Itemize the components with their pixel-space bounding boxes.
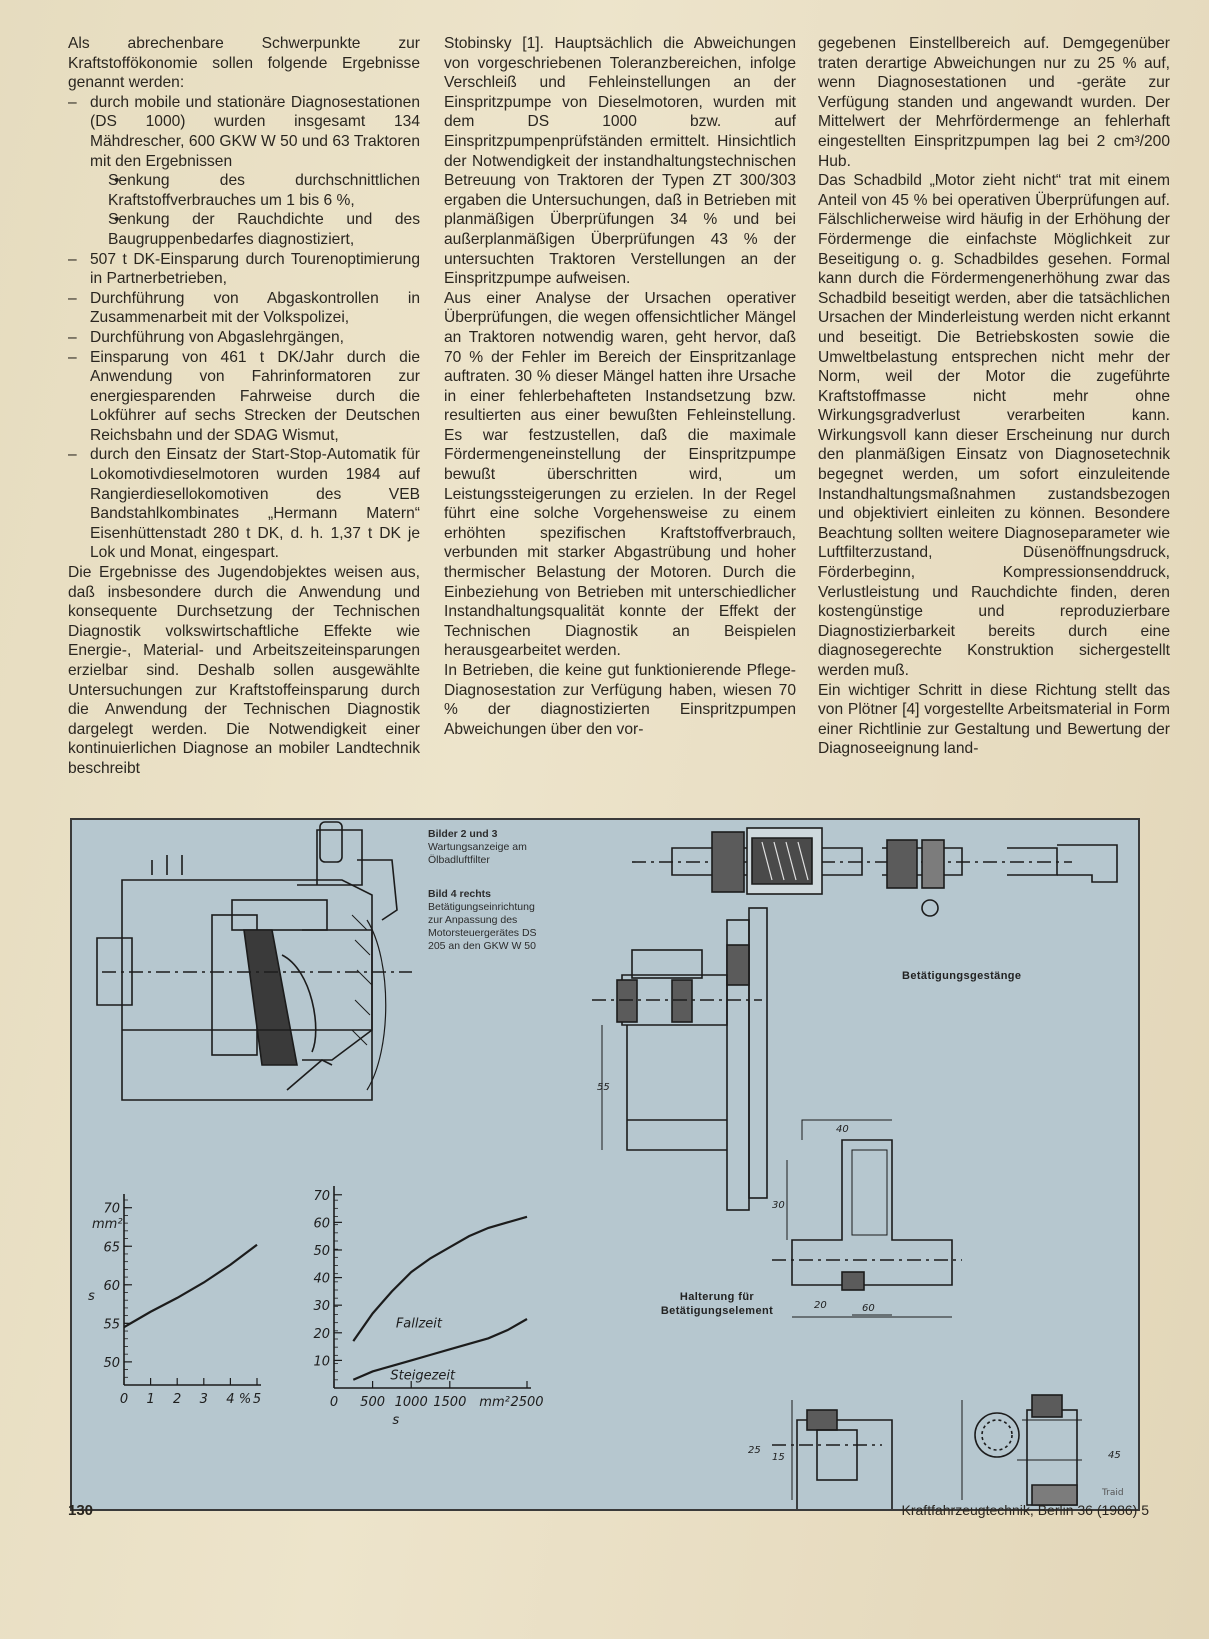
label-bracket: Halterung für Betätigungselement	[660, 1291, 774, 1317]
y-tick-label: 30	[313, 1299, 330, 1315]
y-tick-label: 20	[313, 1326, 330, 1342]
paragraph: gegebenen Einstellbereich auf. Demgegenüber traten derartige Abweichungen nur zu 25 % auf, wenn Diagnosestationen und -geräte zur Verfügung standen und angewandt wurden. Der Mittelwert der Mehrfördermenge an fehlerhaft eingestellten Einspritzpumpen lag bei 2 cm³/200 Hub.	[818, 35, 1170, 170]
results-list	[68, 93, 420, 563]
text-column-2	[444, 34, 796, 739]
x-tick-label: 1500	[433, 1395, 467, 1410]
dimension-label: 20	[814, 1300, 827, 1311]
x-tick-label: 3	[199, 1392, 208, 1407]
sub-list-item: • Senkung des durchschnittlichen Kraftstoffverbrauches um 1 bis 6 %,	[90, 171, 420, 210]
paragraph: Das Schadbild „Motor zieht nicht“ trat mit einem Anteil von 45 % bei operativen Überprüfungen auf. Fälschlicherweise wird häufig in der Erhöhung der Fördermenge die einfachste Möglichkeit zur Beseitigung o. g. Schadbildes gesehen. Formal kann durch die Fördermengenerhöhung zwar das Schadbild beseitigt werden, aber die tatsächlichen Ursachen der Minderleistung werden nicht erkannt und beseitigt. Die Betriebskosten sowie die Umweltbelastung entsprechen nicht mehr der Norm, weil der Motor die zugeführte Kraftstoffmasse nicht mehr ohne Wirkungsgradverlust verarbeiten kann. Wirkungsvoll kann dieser Erscheinung nur durch den planmäßigen Einsatz von Diagnosetechnik begegnet werden, um sofort einzuleitende Instandhaltungsmaßnahmen zustandsbezogen und objektiviert einleiten zu können. Besondere Beachtung sollten weitere Diagnoseparameter wie Luftfilterzustand, Düsenöffnungsdruck, Förderbeginn, Kompressionsenddruck, Verlustleistung und Rauchdichte finden, deren kostengünstige und reproduzierbare Diagnostizierbarkeit bereits durch eine diagnosegerechte Konstruktion sichergestellt werden muß.	[818, 172, 1170, 679]
y-tick-label: 40	[313, 1271, 330, 1287]
list-item: – Durchführung von Abgaskontrollen in Zusammenarbeit mit der Volkspolizei,	[68, 289, 420, 328]
paragraph: Aus einer Analyse der Ursachen operativer Überprüfungen, die wegen offensichtlicher Mängel an Traktoren notwendig waren, geht hervor, daß 70 % der Fehler im Bereich der Einspritzanlage auftraten. 30 % dieser Mängel hatten ihre Ursache in einer fehlerbehafteten Instandsetzung bzw. resultierten aus einer bewußten Fehleinstellung. Es war festzustellen, daß die maximale Fördermengeneinstellung der Einspritzpumpe bewußt überschritten wird, um Leistungssteigerungen zu erzielen. In der Regel führt eine solche Vorgehensweise zu einem erhöhten spezifischen Kraftstoffverbrauch, verbunden mit starker Abgastrübung und hoher thermischer Belastung der Motoren. Durch die Einbeziehung von Betrieben mit unterschiedlicher Instandhaltungsqualität konnte der Effekt der Technischen Diagnostik an Beispielen herausgearbeitet werden.	[444, 289, 796, 660]
bracket-drawing	[772, 1120, 1082, 1509]
list-item: – Durchführung von Abgaslehrgängen,	[68, 328, 420, 348]
technical-drawings	[72, 820, 1138, 1509]
sub-list-item: • Senkung der Rauchdichte und des Baugruppenbedarfes diagnostiziert,	[90, 210, 420, 249]
y-tick-label: 70	[103, 1201, 120, 1217]
dimension-label: 45	[1108, 1450, 1121, 1461]
y-tick-label: 65	[103, 1240, 120, 1256]
dimension-label: 30	[772, 1200, 785, 1211]
journal-citation: Kraftfahrzeugtechnik, Berlin 36 (1986) 5	[901, 1502, 1149, 1518]
x-tick-label: 1	[146, 1392, 155, 1407]
x-tick-label: 2	[173, 1392, 182, 1407]
dimension-label: 60	[862, 1303, 875, 1314]
chart-right	[313, 1186, 543, 1428]
x-tick-label: 1000	[394, 1395, 428, 1410]
list-item: – Einsparung von 461 t DK/Jahr durch die Anwendung von Fahrinformatoren zur energiesparenden Fahrweise durch die Lokführer auf sechs Strecken der Deutschen Reichsbahn und der SDAG Wismut,	[68, 348, 420, 446]
x-tick-label: 0	[119, 1392, 129, 1407]
text-column-1	[68, 34, 420, 779]
paragraph: In Betrieben, die keine gut funktionierende Pflege-Diagnosestation zur Verfügung haben, wiesen 70 % der diagnostizierten Einspritzpumpen Abweichungen über den vor-	[444, 662, 796, 738]
x-tick-label: 0	[329, 1395, 339, 1410]
figure-caption-1: Bilder 2 und 3 Wartungsanzeige am Ölbadluftfilter	[428, 828, 527, 866]
x-axis-label: %	[238, 1392, 252, 1407]
paragraph: Die Ergebnisse des Jugendobjektes weisen aus, daß insbesondere durch die Anwendung und konsequente Durchsetzung der Technischen Diagnostik volkswirtschaftliche Effekte wie Energie-, Material- und Arbeitszeiteinsparungen erzielbar sind. Deshalb sollen ausgewählte Untersuchungen zur Kraftstoffeinsparung durch die Anwendung der Technischen Diagnostik dargelegt werden. Die Notwendigkeit einer kontinuierlichen Diagnose an mobiler Landtechnik beschreibt	[68, 564, 420, 777]
paragraph: Stobinsky [1]. Hauptsächlich die Abweichungen von vorgeschriebenen Toleranzbereichen, infolge Verschleiß und Fehleinstellungen an der Einspritzpumpe von Dieselmotoren, wurden mit dem DS 1000 bzw. auf Einspritzpumpenprüfständen ermittelt. Hinsichtlich der Notwendigkeit der instandhaltungstechnischen Betreuung von Traktoren der Typen ZT 300/303 ergaben die Untersuchungen, daß in Betrieben mit planmäßigen Überprüfungen 34 % und bei außerplanmäßigen Überprüfungen 43 % der untersuchten Traktoren Verstellungen an der Einspritzpumpe aufweisen.	[444, 35, 796, 288]
figure-panel	[70, 818, 1140, 1511]
x-tick-label: 5	[252, 1392, 262, 1407]
chart-left	[88, 1194, 261, 1407]
x-tick-label: 4	[226, 1392, 235, 1407]
linkage-drawing	[592, 828, 1117, 1210]
list-item: – durch mobile und stationäre Diagnosestationen (DS 1000) wurden insgesamt 134 Mähdrescher, 600 GKW W 50 und 63 Traktoren mit den Ergebnissen • Senkung des durchschnittlichen Kraftstoffverbrauches um 1 bis 6 %, • Senkung der Rauchdichte und des Baugruppenbedarfes diagnostiziert,	[68, 93, 420, 250]
y-tick-label: 50	[313, 1243, 330, 1259]
dimension-label: 25	[748, 1445, 761, 1456]
x-axis-label: s	[392, 1413, 400, 1428]
y-axis-label: s	[88, 1289, 95, 1304]
dimension-label: 55	[597, 1082, 610, 1093]
y-tick-label: 55	[103, 1317, 120, 1333]
corner-stamp: Traid	[1102, 1488, 1124, 1498]
y-unit-label: mm²	[92, 1217, 123, 1232]
x-tick-label: 2500	[510, 1395, 544, 1410]
x-tick-label: 500	[360, 1395, 386, 1410]
series-label-steigezeit: Steigezeit	[390, 1368, 456, 1384]
paragraph: Als abrechenbare Schwerpunkte zur Kraftstoffökonomie sollen folgende Ergebnisse genannt werden:	[68, 35, 420, 92]
y-tick-label: 60	[313, 1216, 330, 1232]
page-number: 130	[68, 1502, 94, 1519]
oil-bath-filter-drawing	[97, 822, 412, 1100]
paragraph: Ein wichtiger Schritt in diese Richtung stellt das von Plötner [4] vorgestellte Arbeitsmaterial in Form einer Richtlinie zur Gestaltung und Bewertung der Diagnoseeignung land-	[818, 681, 1170, 758]
dimension-label: 15	[772, 1452, 785, 1463]
y-tick-label: 50	[103, 1355, 120, 1371]
dimension-label: 40	[836, 1124, 849, 1135]
list-item: – 507 t DK-Einsparung durch Tourenoptimierung in Partnerbetrieben,	[68, 250, 420, 289]
label-linkage: Betätigungsgestänge	[902, 970, 1022, 982]
y-tick-label: 70	[313, 1188, 330, 1204]
text-column-3	[818, 34, 1170, 759]
x-tick-label: mm²	[479, 1395, 510, 1410]
figure-caption-2: Bild 4 rechts Betätigungseinrichtung zur Anpassung des Motorsteuergerätes DS 205 an den GKW W 50	[428, 888, 537, 952]
list-item: – durch den Einsatz der Start-Stop-Automatik für Lokomotivdieselmotoren wurden 1984 auf Rangierdiesellokomotiven des VEB Bandstahlkombinates „Hermann Matern“ Eisenhüttenstadt 280 t DK, d. h. 1,37 t DK je Lok und Monat, eingespart.	[68, 445, 420, 563]
y-tick-label: 10	[313, 1354, 330, 1370]
y-tick-label: 60	[103, 1278, 120, 1294]
series-label-fallzeit: Fallzeit	[395, 1316, 443, 1332]
series-line	[124, 1245, 257, 1327]
